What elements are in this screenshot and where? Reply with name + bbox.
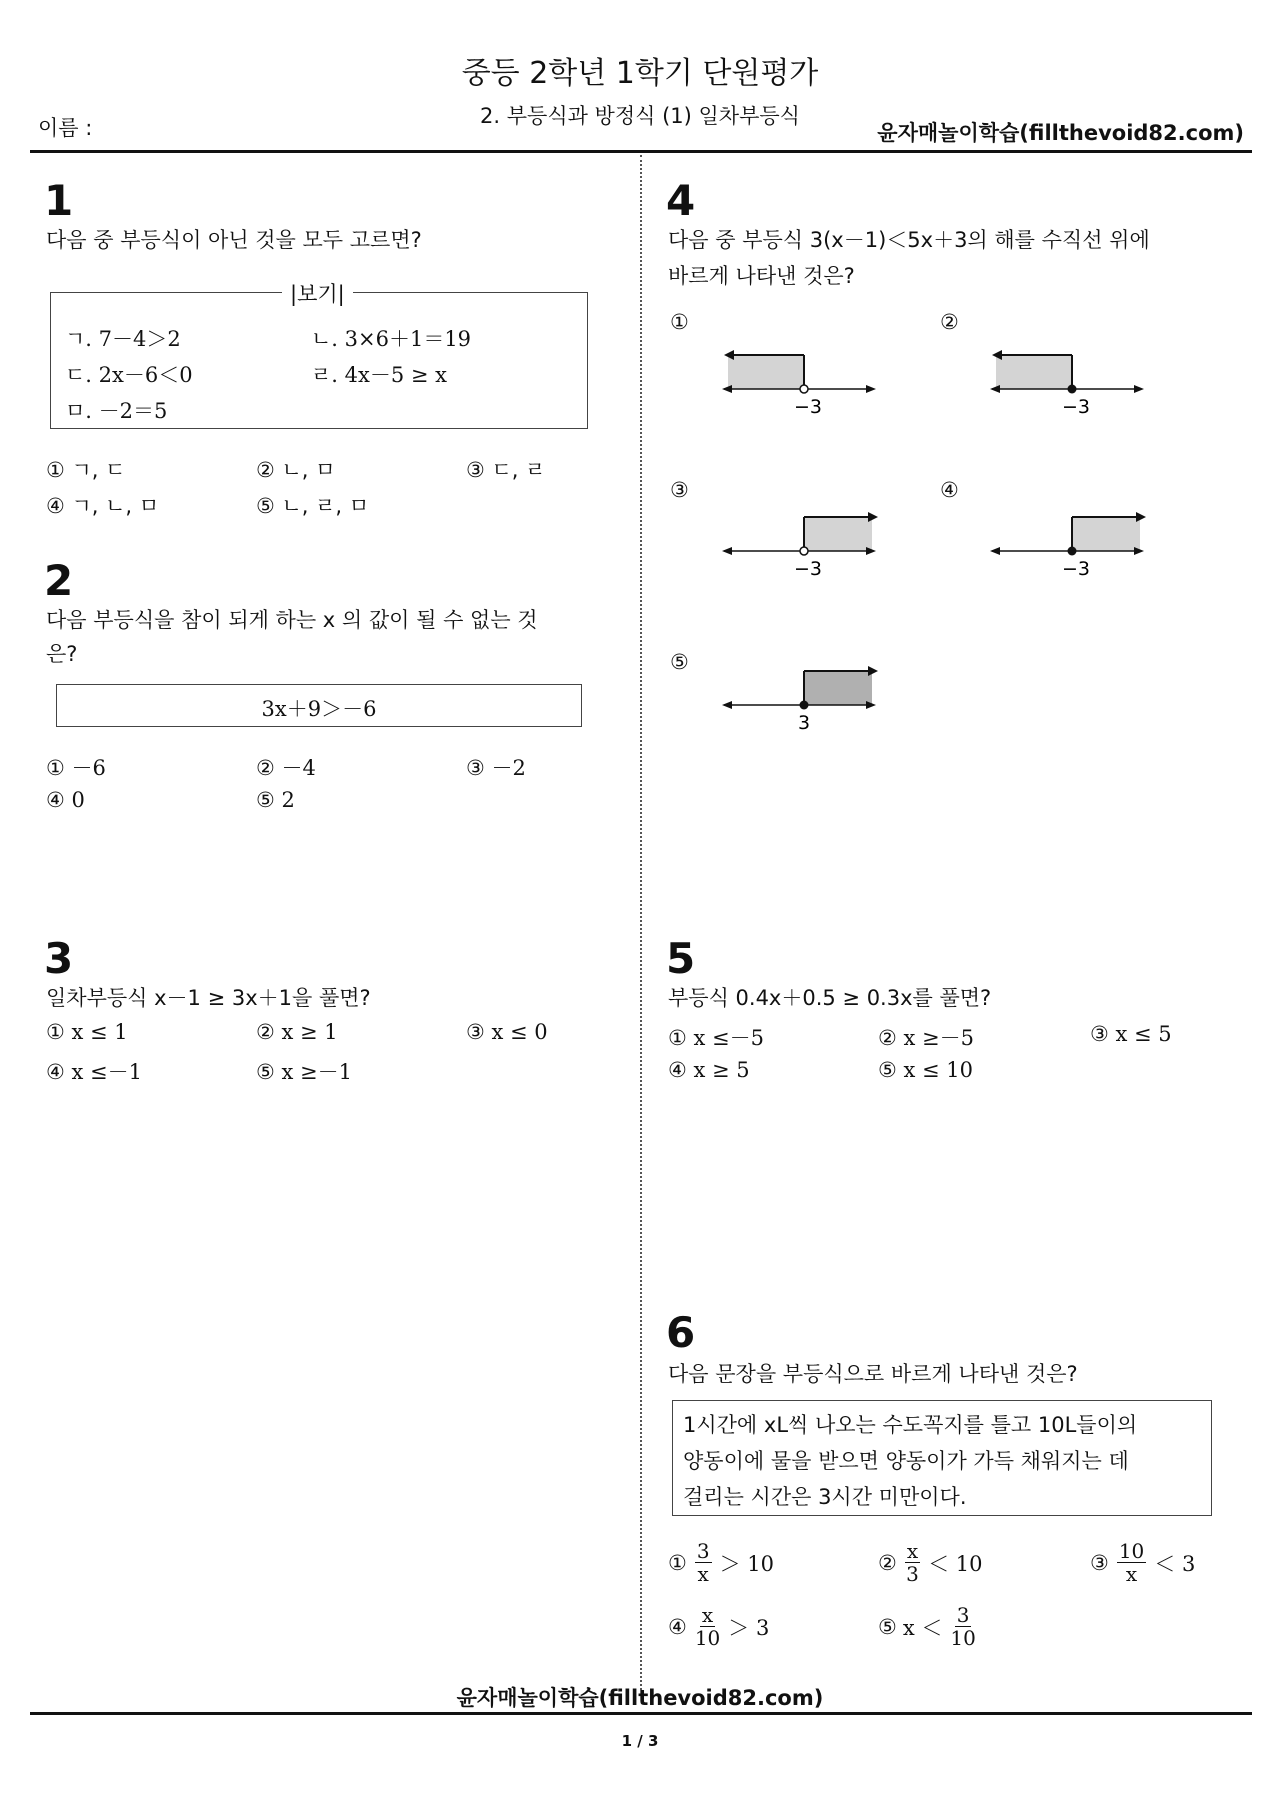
bogi-item: ㅁ. －2＝5 [65,399,168,423]
fraction-numerator: x [701,1603,714,1627]
bogi-box [50,282,588,429]
bogi-item: ㄹ. 4x－5 ≥ x [311,363,447,387]
answer-option-2[interactable]: ② [940,310,959,334]
answer-option-4[interactable]: ④ 0 [46,788,85,812]
question-text-cont: 은? [46,642,78,666]
option-mark: ④ [668,1614,687,1639]
answer-option-1[interactable]: ① x ≤ 1 [46,1020,128,1044]
fraction-denominator: x [1125,1562,1138,1586]
question-number: 3 [44,934,74,983]
fraction-denominator: 3 [906,1562,919,1586]
answer-option-5[interactable]: ⑤ x ≥－1 [256,1060,352,1084]
bogi-item: ㄴ. 3×6＋1＝19 [311,327,472,351]
answer-option-4[interactable]: ④ ㄱ, ㄴ, ㅁ [46,494,160,518]
option-rest: ＞ 3 [728,1615,770,1640]
bogi-item: ㄷ. 2x－6＜0 [65,363,193,387]
name-label: 이름 : [38,116,93,140]
fraction [950,1604,975,1649]
column-divider [640,155,642,1690]
page-title: 중등 2학년 1학기 단원평가 [461,56,819,91]
footer-brand: 윤자매놀이학습(fillthevoid82.com) [456,1686,824,1710]
answer-option-2[interactable]: ② －4 [256,756,316,780]
answer-option-5[interactable]: ⑤ ㄴ, ㄹ, ㅁ [256,494,370,518]
header-brand: 윤자매놀이학습(fillthevoid82.com) [877,121,1244,145]
fraction [905,1540,920,1585]
answer-option-5[interactable]: ⑤ [670,650,689,674]
answer-option-1[interactable]: ① x ≤－5 [668,1026,764,1050]
bogi-item: ㄱ. 7－4＞2 [65,327,181,351]
question-text: 다음 문장을 부등식으로 바르게 나타낸 것은? [668,1362,1078,1386]
number-line-option-5 [722,656,882,736]
answer-option-3[interactable] [1090,1540,1195,1585]
answer-option-1[interactable]: ① [670,310,689,334]
answer-option-1[interactable] [668,1540,774,1585]
answer-option-2[interactable]: ② ㄴ, ㅁ [256,458,336,482]
fraction [695,1604,720,1649]
fraction-numerator: 10 [1118,1539,1145,1563]
question-number: 2 [44,556,74,605]
fraction-numerator: 3 [956,1603,970,1627]
question-text: 다음 중 부등식이 아닌 것을 모두 고르면? [46,228,422,252]
question-text: 부등식 0.4x＋0.5 ≥ 0.3x를 풀면? [668,986,992,1010]
option-rest: ＞ 10 [719,1551,774,1576]
option-rest: ＜ 3 [1154,1551,1196,1576]
number-line-option-2 [990,340,1150,420]
number-line-option-3 [722,502,882,582]
answer-option-3[interactable]: ③ x ≤ 5 [1090,1022,1172,1046]
question-number: 5 [666,934,696,983]
sentence-line: 1시간에 xL씩 나오는 수도꼭지를 틀고 10L들이의 [683,1413,1138,1437]
option-mark: ① [668,1550,687,1575]
inequality-box [56,684,582,727]
answer-option-5[interactable] [878,1604,978,1649]
sentence-line: 양동이에 물을 받으면 양동이가 가득 채워지는 데 [683,1449,1129,1473]
answer-option-2[interactable]: ② x ≥ 1 [256,1020,338,1044]
tick-label: −3 [1062,558,1091,580]
fraction-denominator: 10 [694,1626,721,1650]
header-rule [30,150,1252,153]
question-number: 1 [44,176,74,225]
inequality: 3x＋9＞－6 [261,697,377,721]
question-text: 일차부등식 x－1 ≥ 3x＋1을 풀면? [46,986,371,1010]
fraction-numerator: 3 [696,1539,710,1563]
fraction [695,1540,712,1585]
question-text: 다음 부등식을 참이 되게 하는 x 의 값이 될 수 없는 것 [46,608,538,632]
answer-option-3[interactable]: ③ －2 [466,756,526,780]
answer-option-4[interactable]: ④ [940,478,959,502]
sentence-line: 걸리는 시간은 3시간 미만이다. [683,1485,967,1509]
option-rest: ＜ 10 [928,1551,983,1576]
answer-option-5[interactable]: ⑤ x ≤ 10 [878,1058,974,1082]
answer-option-3[interactable]: ③ x ≤ 0 [466,1020,548,1044]
question-text: 다음 중 부등식 3(x－1)＜5x＋3의 해를 수직선 위에 [668,228,1150,252]
number-line-option-4 [990,502,1150,582]
answer-option-1[interactable]: ① －6 [46,756,106,780]
answer-option-4[interactable]: ④ x ≤－1 [46,1060,142,1084]
bogi-title: |보기| [282,278,353,308]
question-number: 4 [666,176,696,225]
question-number: 6 [666,1308,696,1357]
tick-label: −3 [794,558,823,580]
answer-option-5[interactable]: ⑤ 2 [256,788,295,812]
page-number: 1 / 3 [621,1732,659,1750]
page-subtitle: 2. 부등식과 방정식 (1) 일차부등식 [480,104,800,128]
number-line-option-1 [722,340,882,420]
option-pre: x ＜ [902,1615,943,1640]
answer-option-4[interactable]: ④ x ≥ 5 [668,1058,750,1082]
fraction-denominator: 10 [950,1626,976,1650]
answer-option-2[interactable] [878,1540,983,1585]
answer-option-2[interactable]: ② x ≥－5 [878,1026,974,1050]
fraction [1117,1540,1146,1585]
question-text-cont: 바르게 나타낸 것은? [668,264,855,288]
answer-option-1[interactable]: ① ㄱ, ㄷ [46,458,126,482]
fraction-denominator: x [697,1562,709,1586]
tick-label: −3 [794,396,823,418]
answer-option-3[interactable]: ③ [670,478,689,502]
option-mark: ③ [1090,1550,1109,1575]
fraction-numerator: x [906,1539,919,1563]
answer-option-4[interactable] [668,1604,769,1649]
tick-label: 3 [798,712,811,734]
option-mark: ⑤ [878,1614,897,1639]
footer-rule [30,1712,1252,1715]
tick-label: −3 [1062,396,1091,418]
answer-option-3[interactable]: ③ ㄷ, ㄹ [466,458,546,482]
sentence-box [672,1400,1212,1516]
option-mark: ② [878,1550,897,1575]
